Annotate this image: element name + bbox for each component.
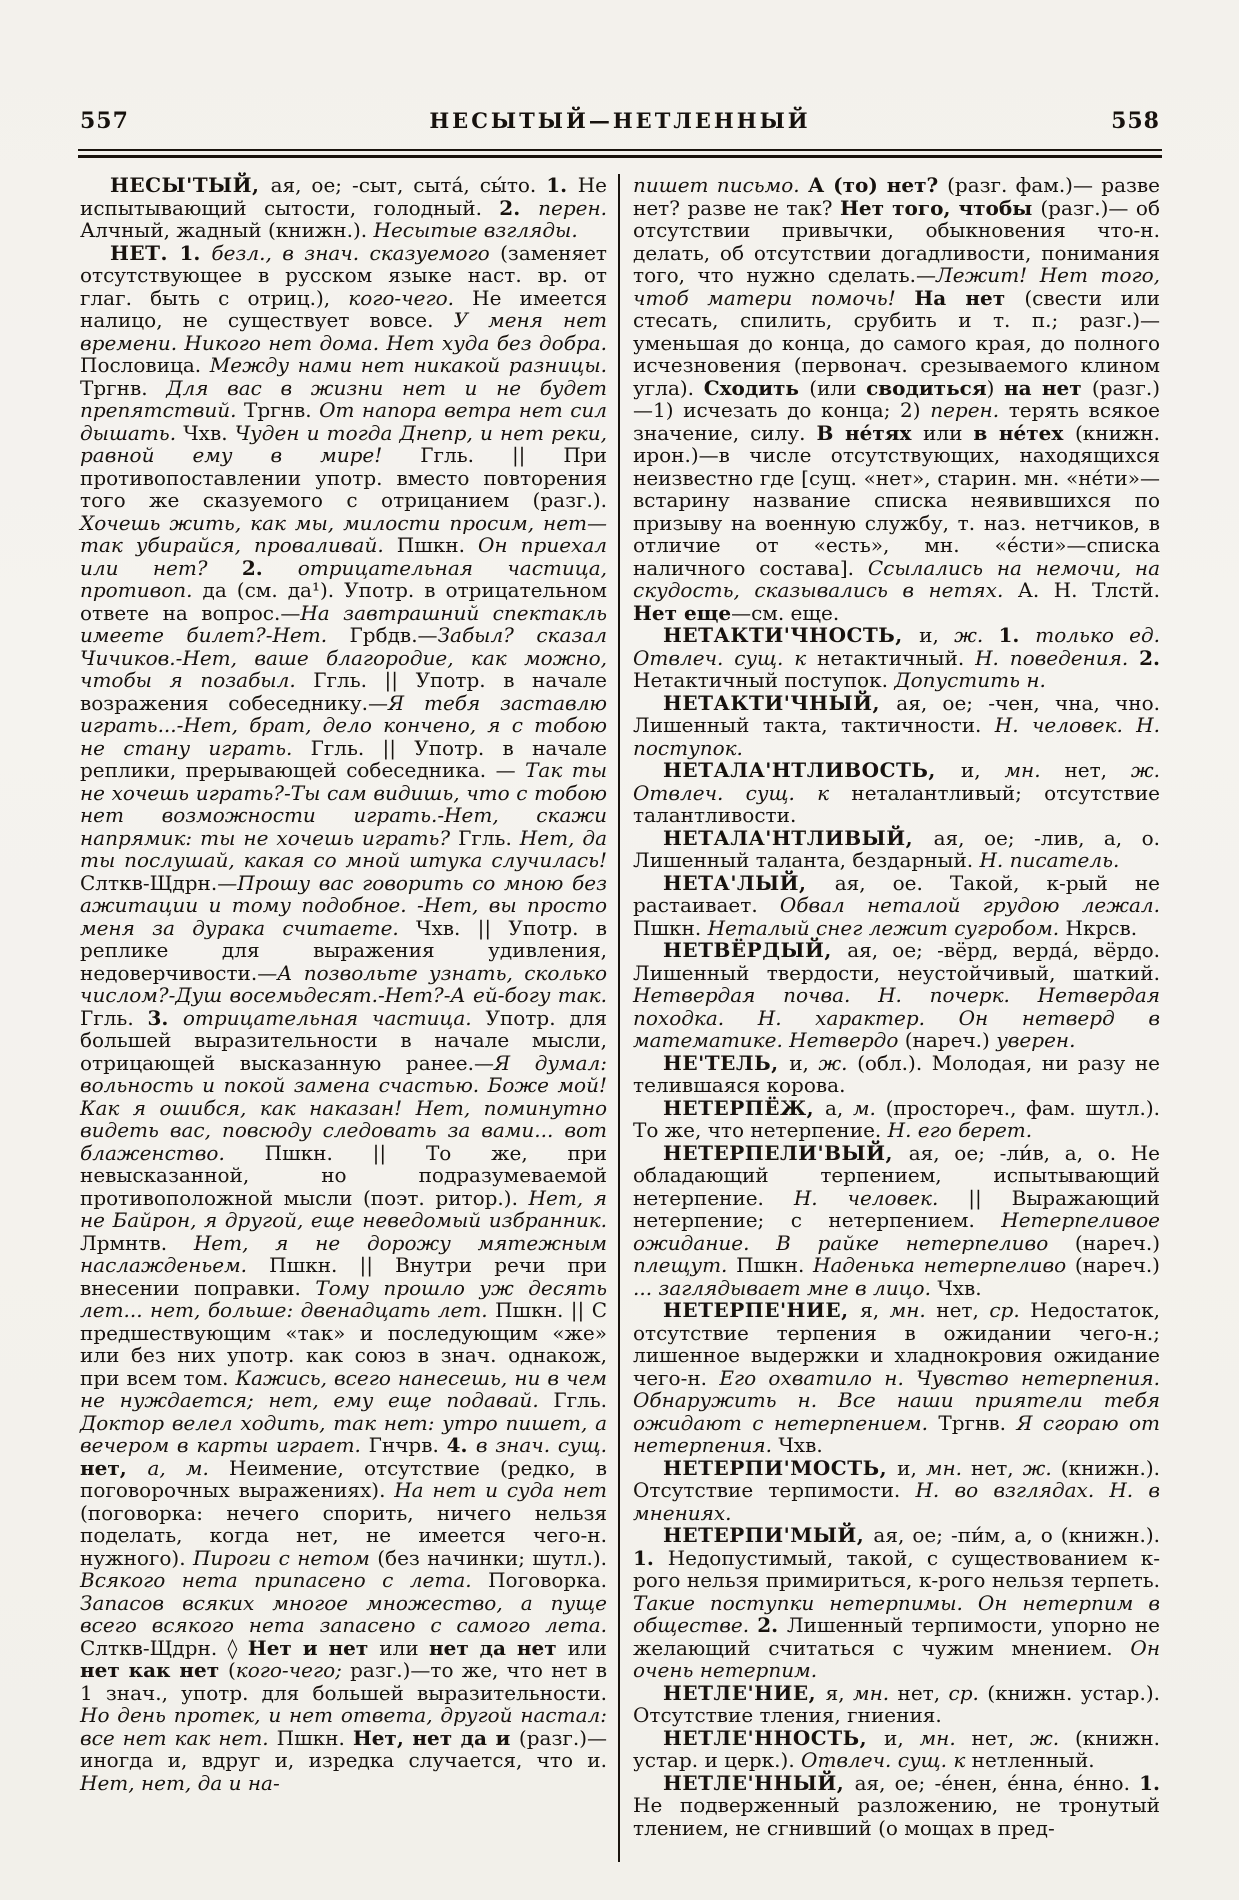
text-segment: пишет письмо. <box>633 173 808 197</box>
text-segment: в не́тех <box>973 420 1075 445</box>
text-segment: разг.)—то же, что нет в 1 знач., употр. для большей выразительности. <box>80 1658 607 1705</box>
text-segment: Ггль. <box>80 1005 148 1030</box>
text-segment: ... заглядывает мне в лицо. <box>633 1275 938 1300</box>
entry-paragraph <box>633 1142 1160 1300</box>
headword: НЕТЕРПЕЛИ'ВЫЙ, <box>663 1140 909 1165</box>
text-segment: Нкрсв. <box>1065 915 1138 940</box>
text-segment: Он приехал или нет? <box>80 533 607 580</box>
text-segment: ая, ое; -чен, чна, чно. Лишенный такта, тактичности. <box>633 690 1161 737</box>
text-segment: Чхв. || Употр. в реплике для выражения удивления, недоверчивости.— <box>80 915 608 985</box>
text-segment: Нет, нет, да и на- <box>80 1770 280 1795</box>
text-segment: || Выражающий нетерпение; с нетерпением. <box>633 1185 1161 1232</box>
text-segment: Н. поведения. <box>975 645 1140 670</box>
text-segment: ая, ое; -лив, а, о. Лишенный таланта, бездарный. <box>633 825 1160 872</box>
text-segment: Н. во взглядах. Н. в мнениях. <box>633 1478 1160 1525</box>
text-segment: ср. <box>989 1298 1031 1322</box>
text-segment: Н. человек. Н. поступок. <box>633 713 1160 760</box>
headword: НЕТАЛА'НТЛИВОСТЬ, <box>663 758 961 782</box>
page-header <box>80 108 1160 134</box>
headword: НЕТВЁРДЫЙ, <box>663 938 848 962</box>
text-segment: (заменяет отсутствующее в русском языке наст. вр. от глаг. быть с отриц.), <box>80 240 607 310</box>
text-segment: безл., в знач. сказуемого <box>211 240 501 265</box>
text-segment: Тргнв. <box>80 375 167 400</box>
text-segment: Прошу вас говорить со мною без ажитации и тому подобное. -Нет, вы просто меня за дурака считаете. <box>80 870 607 940</box>
text-segment: Пшкн. || Внутри речи при внесении поправки. <box>80 1253 607 1300</box>
text-segment: Забыл? сказал Чичиков.-Нет, ваше благородие, как можно, чтобы я позабыл. <box>80 623 607 692</box>
text-segment: Так ты не хочешь играть?-Ты сам видишь, что с тобою нет возможности играть.-Нет, скажи напрямик: ты не хочешь играть? <box>80 758 607 850</box>
text-segment: Тргнв. <box>938 1410 1017 1435</box>
text-segment: Хочешь жить, как мы, милости просим, нет—так убирайся, проваливай. <box>80 510 607 557</box>
text-segment: На нет и суда нет <box>394 1478 608 1502</box>
text-segment: нет как нет <box>80 1658 228 1682</box>
text-segment: (разг.)— об отсутствии привычки, обыкновения что-н. делать, об отсутствии догадливости, понимания того, что нужно сделать.— <box>633 195 1161 287</box>
text-segment: и, <box>960 758 1005 782</box>
text-segment: Ссылались на немочи, на скудость, сказывались в нетях. <box>633 555 1160 602</box>
text-segment: (нареч.) <box>904 1028 997 1052</box>
text-segment: Лежит! Нет того, чтоб матери помочь! <box>633 263 1160 310</box>
text-segment: ж. <box>818 1050 858 1075</box>
text-segment: Кажись, всего нанесешь, ни в чем не нуждается; нет, ему еще подавай. <box>80 1365 607 1412</box>
text-segment: Н. его берет. <box>887 1118 1033 1142</box>
text-segment: Нетактичный поступок. <box>633 668 895 692</box>
text-segment: Нетерпеливое ожидание. В райке нетерпеливо <box>633 1208 1160 1255</box>
text-segment: ая, ое; -вёрд, верда́, вёрдо. Лишенный твердости, неустойчивый, шаткий. <box>633 938 1160 985</box>
text-segment: Пироги с нетом <box>192 1545 378 1570</box>
text-segment: Ггль. <box>553 1388 607 1412</box>
running-head: НЕСЫТЫЙ—НЕТЛЕННЫЙ <box>429 108 811 133</box>
text-segment: (без начинки; шутл.). <box>377 1545 608 1570</box>
text-segment: да (см. да¹). Употр. в отрицательном ответе на вопрос.— <box>80 578 607 625</box>
text-segment: Его охватило н. Чувство нетерпения. Обнаружить н. Все наши приятели тебя ожидают с нетерпением. <box>633 1365 1160 1435</box>
text-segment: и, <box>919 623 955 647</box>
entry-paragraph <box>633 939 1160 1052</box>
text-segment: Не испытывающий сытости, голодный. <box>80 173 607 220</box>
text-segment: или <box>379 1635 429 1660</box>
text-segment: Нет того, чтобы <box>840 195 1041 220</box>
headword: НЕТЛЕ'ННЫЙ, <box>663 1770 855 1795</box>
text-segment: ж. <box>1029 1725 1075 1750</box>
text-segment: Алчный, жадный (книжн.). <box>80 218 374 242</box>
headword: НЕТЕРПЕ'НИЕ, <box>663 1298 861 1322</box>
header-rule <box>78 149 1162 158</box>
headword: НЕТЛЕ'ННОСТЬ, <box>663 1725 885 1750</box>
page-number-left: 557 <box>80 108 129 134</box>
text-segment: (разг.)—1) исчезать до конца; 2) <box>633 375 1160 422</box>
text-segment: мн. <box>889 1298 937 1322</box>
text-segment: Нет, я не дорожу мятежным наслажденьем. <box>80 1230 607 1277</box>
text-segment: (нареч.) <box>1074 1230 1160 1255</box>
text-segment: Я сгораю от нетерпения. <box>633 1410 1160 1457</box>
entry-paragraph <box>633 1457 1160 1525</box>
entry-paragraph <box>633 827 1160 872</box>
text-segment: и, <box>789 1050 819 1075</box>
text-segment: и, <box>884 1725 920 1750</box>
text-segment: 1. <box>998 623 1036 647</box>
text-segment: ср. <box>948 1680 988 1705</box>
text-segment: Гнчрв. <box>368 1433 447 1457</box>
entry-paragraph <box>80 242 607 1795</box>
text-segment: Но день протек, и нет ответа, другой настал: все нет как нет. <box>80 1703 607 1750</box>
text-segment: Грбдв.— <box>349 623 438 647</box>
text-segment: уверен. <box>996 1028 1076 1052</box>
text-segment: а, м. <box>147 1455 229 1480</box>
text-segment: (разг. фам.)— разве нет? разве не так? <box>633 173 1161 220</box>
headword: НЕТЕРПИ'МЫЙ, <box>663 1523 874 1547</box>
text-segment: Пословица. <box>80 353 210 377</box>
text-segment: кого-чего. <box>348 285 473 310</box>
text-segment: м. <box>852 1095 886 1120</box>
text-segment: В не́тях <box>816 420 924 445</box>
text-segment: (или <box>809 375 867 400</box>
headword: НЕТЛЕ'НИЕ, <box>663 1680 826 1705</box>
text-segment: Допустить н. <box>894 668 1046 692</box>
headword: НЕТЕРПЁЖ, <box>663 1095 825 1120</box>
text-segment: Не имеется налицо, не существует вовсе. <box>80 285 607 332</box>
text-segment: Неимение, отсутствие (редко, в поговорочных выражениях). <box>80 1455 608 1502</box>
headword: НЕТАКТИ'ЧНЫЙ, <box>663 690 897 715</box>
text-segment: Нет, да ты послушай, какая со мной штука случилась! <box>80 825 607 872</box>
text-segment: Чуден и тогда Днепр, и нет реки, равной ему в мире! <box>80 420 607 467</box>
text-segment: нетленный. <box>971 1748 1095 1772</box>
entry-paragraph <box>633 1682 1160 1727</box>
text-segment: 1. <box>1139 1770 1161 1795</box>
text-segment: ая, ое; -е́нен, е́нна, е́нно. <box>854 1770 1140 1795</box>
text-segment: ая, ое; -сыт, сыта́, сы́то. <box>270 173 547 197</box>
text-segment: На завтрашний спектакль имеете билет?-Нет. <box>80 600 607 647</box>
text-segment: 1. <box>546 173 578 197</box>
text-segment: или <box>567 1635 607 1660</box>
text-segment: Слткв-Щдрн.— <box>80 870 238 895</box>
text-segment: в знач. сущ. <box>475 1433 608 1457</box>
text-segment: я, <box>860 1298 890 1322</box>
text-segment: 3. <box>147 1005 183 1030</box>
text-segment: мн. <box>1004 758 1065 782</box>
entry-paragraph <box>633 1052 1160 1097</box>
text-segment: Недостаток, отсутствие терпения в ожидании чего-н.; лишенное выдержки и хладнокровия ожидание чего-н. <box>633 1298 1160 1390</box>
text-segment: ж. Отвлеч. сущ. к <box>633 758 1160 805</box>
text-segment: Лрмнтв. <box>80 1230 194 1255</box>
text-segment: 1. <box>633 1545 668 1570</box>
text-segment: Запасов всяких многое множество, а пуще всего всякого нета запасено с самого лета. <box>80 1590 607 1637</box>
text-segment: мн. <box>925 1455 972 1480</box>
text-segment: Поговорка. <box>488 1568 607 1592</box>
text-segment: Чхв. <box>778 1433 823 1457</box>
text-segment: (книжн.). Отсутствие терпимости. <box>633 1455 1160 1502</box>
text-segment: ая, ое; -пи́м, а, о (книжн.). <box>873 1523 1160 1547</box>
text-segment: перен. <box>930 398 1009 422</box>
entry-paragraph <box>633 1097 1160 1142</box>
text-segment: —см. еще. <box>731 600 840 625</box>
text-segment: Ггль. || Употр. в начале реплики, прерывающей собеседника. — <box>80 735 608 782</box>
text-segment: Не подверженный разложению, не тронутый тлением, не сгнивший (о мощах в пред- <box>633 1793 1160 1840</box>
text-segment: терять всякое значение, силу. <box>633 398 1161 445</box>
headword: НЕТАЛА'НТЛИВЫЙ, <box>663 825 934 850</box>
text-segment: Отвлеч. сущ. к <box>801 1748 972 1772</box>
text-segment: сводиться <box>866 375 987 400</box>
text-segment: нет да нет <box>428 1635 568 1660</box>
text-segment: отрицательная частица, противоп. <box>80 555 607 602</box>
text-segment: Нет, я не Байрон, я другой, еще неведомый избранник. <box>80 1185 607 1232</box>
text-segment: А позвольте узнать, сколько числом?-Душ восемьдесят.-Нет?-А ей-богу так. <box>80 960 607 1007</box>
text-segment: ж. <box>1022 1455 1061 1480</box>
text-segment: мн. <box>919 1725 972 1750</box>
text-segment: только ед. Отвлеч. сущ. к <box>633 623 1161 670</box>
text-segment: Употр. для большей выразительности в начале мысли, отрицающей высказанную ранее.— <box>80 1005 608 1075</box>
entry-paragraph <box>633 692 1160 760</box>
text-segment: Нетвердая почва. Н. почерк. Нетвердая походка. Н. характер. Он нетверд в математике. Нетвердо <box>633 983 1160 1052</box>
text-segment: или <box>923 420 974 445</box>
column-divider <box>618 174 620 1862</box>
text-segment: нет, <box>897 1680 949 1705</box>
text-segment: на нет <box>1004 375 1092 400</box>
text-segment: 2. <box>499 195 539 220</box>
page-number-right: 558 <box>1111 108 1160 134</box>
text-segment: перен. <box>538 195 607 220</box>
headword: НЕТ. <box>110 240 180 265</box>
text-segment: От напора ветра нет сил дышать. <box>80 398 608 445</box>
text-segment: Ггль. || При противопоставлении употр. вместо повторения того же сказуемого с отрицанием (разг.). <box>80 443 607 512</box>
text-segment: неталантливый; отсутствие талантливости. <box>633 780 1160 827</box>
text-segment: ( <box>227 1658 236 1682</box>
text-segment: (книжн. ирон.)—в числе отсутствующих, находящихся неизвестно где [сущ. «нет», старин. мн. «не́ти»—встарину название списка неявившихся по призыву на военную службу, т. наз. нетчиков, в отличие от «есть», мн. «е́сти»—списка наличного состава]. <box>633 420 1160 580</box>
text-segment: Н. человек. <box>793 1185 969 1210</box>
text-segment: я, <box>825 1680 853 1705</box>
text-segment: Наденька нетерпеливо <box>813 1253 1075 1277</box>
text-segment: Пшкн. || То же, при невысказанной, но подразумеваемой противоположной мысли (поэт. ритор.). <box>80 1140 607 1210</box>
text-segment: нет, <box>971 1455 1023 1480</box>
text-segment: Пшкн. <box>276 1725 353 1750</box>
entry-paragraph <box>633 759 1160 827</box>
text-segment: Пшкн. <box>396 533 479 557</box>
text-segment: ая, ое. Такой, к-рый не растаивает. <box>633 870 1161 917</box>
headword: НЕТА'ЛЫЙ, <box>663 870 835 895</box>
text-segment: Несытые взгляды. <box>373 218 578 242</box>
text-segment: Чхв. <box>183 420 235 445</box>
text-segment: нет, <box>1064 758 1131 782</box>
entry-paragraph <box>633 174 1160 624</box>
entry-paragraph <box>80 174 607 242</box>
text-segment: 2. <box>241 555 298 580</box>
right-column <box>633 174 1160 1839</box>
text-segment: Пшкн. <box>633 915 708 940</box>
entry-paragraph <box>633 872 1160 940</box>
text-segment: Сходить <box>703 375 810 400</box>
text-segment: нет, <box>971 1725 1030 1750</box>
text-segment: Нет, нет да и <box>352 1725 519 1750</box>
text-segment: Пшкн. || С предшествующим «так» и последующим «же» или без них употр. как союз в знач. однакож, при всем том. <box>80 1298 608 1390</box>
left-column <box>80 174 607 1839</box>
text-segment: (свести или стесать, спилить, срубить и т. п.; разг.)— уменьшая до конца, до самого края, до полного исчезновения (первонач. срезываемого клином угла). <box>633 285 1160 400</box>
text-segment: Я думал: вольность и покой замена счастью. Боже мой! Как я ошибся, как наказан! Нет, поминутно видеть вас, повсюду следовать за вами... вот блаженство. <box>80 1050 607 1165</box>
text-segment: На нет <box>914 285 1025 310</box>
text-segment: (поговорка: нечего спорить, ничего нельзя поделать, когда нет, не имеется чего-н. нужного). <box>80 1500 607 1570</box>
text-segment: Н. писатель. <box>979 848 1120 872</box>
entry-paragraph <box>633 1727 1160 1772</box>
text-segment: отрицательная частица. <box>182 1005 486 1030</box>
text-columns <box>80 174 1160 1839</box>
text-segment: Я тебя заставлю играть...-Нет, брат, дело кончено, я с тобою не стану играть. <box>80 690 607 760</box>
text-segment: Лишенный терпимости, упорно не желающий считаться с чужим мнением. <box>633 1613 1160 1660</box>
text-segment: нет, <box>936 1298 990 1322</box>
text-segment: Тому прошло уж десять лет... нет, больше: двенадцать лет. <box>80 1275 608 1322</box>
text-segment: нет, <box>80 1455 148 1480</box>
text-segment: а, <box>824 1095 853 1120</box>
text-segment: А (то) нет? <box>807 173 948 197</box>
text-segment: Такие поступки нетерпимы. Он нетерпим в обществе. <box>633 1590 1160 1637</box>
entry-paragraph <box>633 1299 1160 1457</box>
text-segment: ж. <box>954 623 999 647</box>
entry-paragraph <box>633 624 1160 692</box>
headword: НЕТАКТИ'ЧНОСТЬ, <box>663 623 920 647</box>
headword: НЕТЕРПИ'МОСТЬ, <box>663 1455 898 1480</box>
text-segment: Пшкн. <box>736 1253 814 1277</box>
entry-paragraph <box>633 1524 1160 1682</box>
text-segment: кого-чего; <box>235 1658 351 1682</box>
text-segment: 2. <box>757 1613 787 1637</box>
text-segment: мн. <box>852 1680 898 1705</box>
text-segment: ) <box>986 375 1005 400</box>
text-segment: (простореч., фам. шутл.). То же, что нетерпение. <box>633 1095 1161 1142</box>
text-segment: (нареч.) <box>1074 1253 1160 1277</box>
text-segment: Ггль. <box>458 825 520 850</box>
text-segment: (обл.). Молодая, ни разу не телившаяся корова. <box>633 1050 1161 1097</box>
text-segment: 4. <box>446 1433 476 1457</box>
text-segment: (разг.)—иногда и, вдруг и, изредка случается, что и. <box>80 1725 607 1772</box>
text-segment: ая, ое; -ли́в, а, о. Не обладающий терпением, испытывающий нетерпение. <box>633 1140 1161 1210</box>
text-segment: и, <box>897 1455 926 1480</box>
text-segment: Слткв-Щдрн. ◊ <box>80 1635 248 1660</box>
text-segment: 1. <box>179 240 212 265</box>
text-segment: Недопустимый, такой, с существованием к-рого нельзя примириться, к-рого нельзя терпеть. <box>633 1545 1161 1592</box>
text-segment: Чхв. <box>937 1275 982 1300</box>
text-segment: плещут. <box>633 1253 737 1277</box>
text-segment: А. Н. Тлстй. <box>1017 578 1160 602</box>
text-segment: Нет и нет <box>247 1635 380 1660</box>
text-segment: Ггль. || Употр. в начале возражения собеседнику.— <box>80 668 608 715</box>
text-segment: Он очень нетерпим. <box>633 1635 1160 1682</box>
text-segment: Доктор велел ходить, так нет: утро пишет, а вечером в карты играет. <box>80 1410 607 1457</box>
text-segment: Нет еще <box>633 600 732 625</box>
text-segment: нетактичный. <box>817 645 976 670</box>
text-segment: 2. <box>1139 645 1160 670</box>
text-segment: Для вас в жизни нет и не будет препятствий. <box>80 375 607 422</box>
text-segment: Неталый снег лежит сугробом. <box>707 915 1066 940</box>
entry-paragraph <box>633 1772 1160 1840</box>
text-segment: У меня нет времени. Никого нет дома. Нет худа без добра. <box>80 308 607 355</box>
text-segment: Между нами нет никакой разницы. <box>209 353 607 377</box>
text-segment: (книжн. устар.). Отсутствие тления, гниения. <box>633 1680 1160 1727</box>
text-segment: (книжн. устар. и церк.). <box>633 1725 1160 1772</box>
headword: НЕ'ТЕЛЬ, <box>663 1050 790 1075</box>
text-segment: Всякого нета припасено с лета. <box>80 1568 489 1592</box>
headword: НЕСЫ'ТЫЙ, <box>110 173 271 197</box>
text-segment: Обвал неталой грудою лежал. <box>779 893 1161 917</box>
text-segment: Тргнв. <box>244 398 320 422</box>
